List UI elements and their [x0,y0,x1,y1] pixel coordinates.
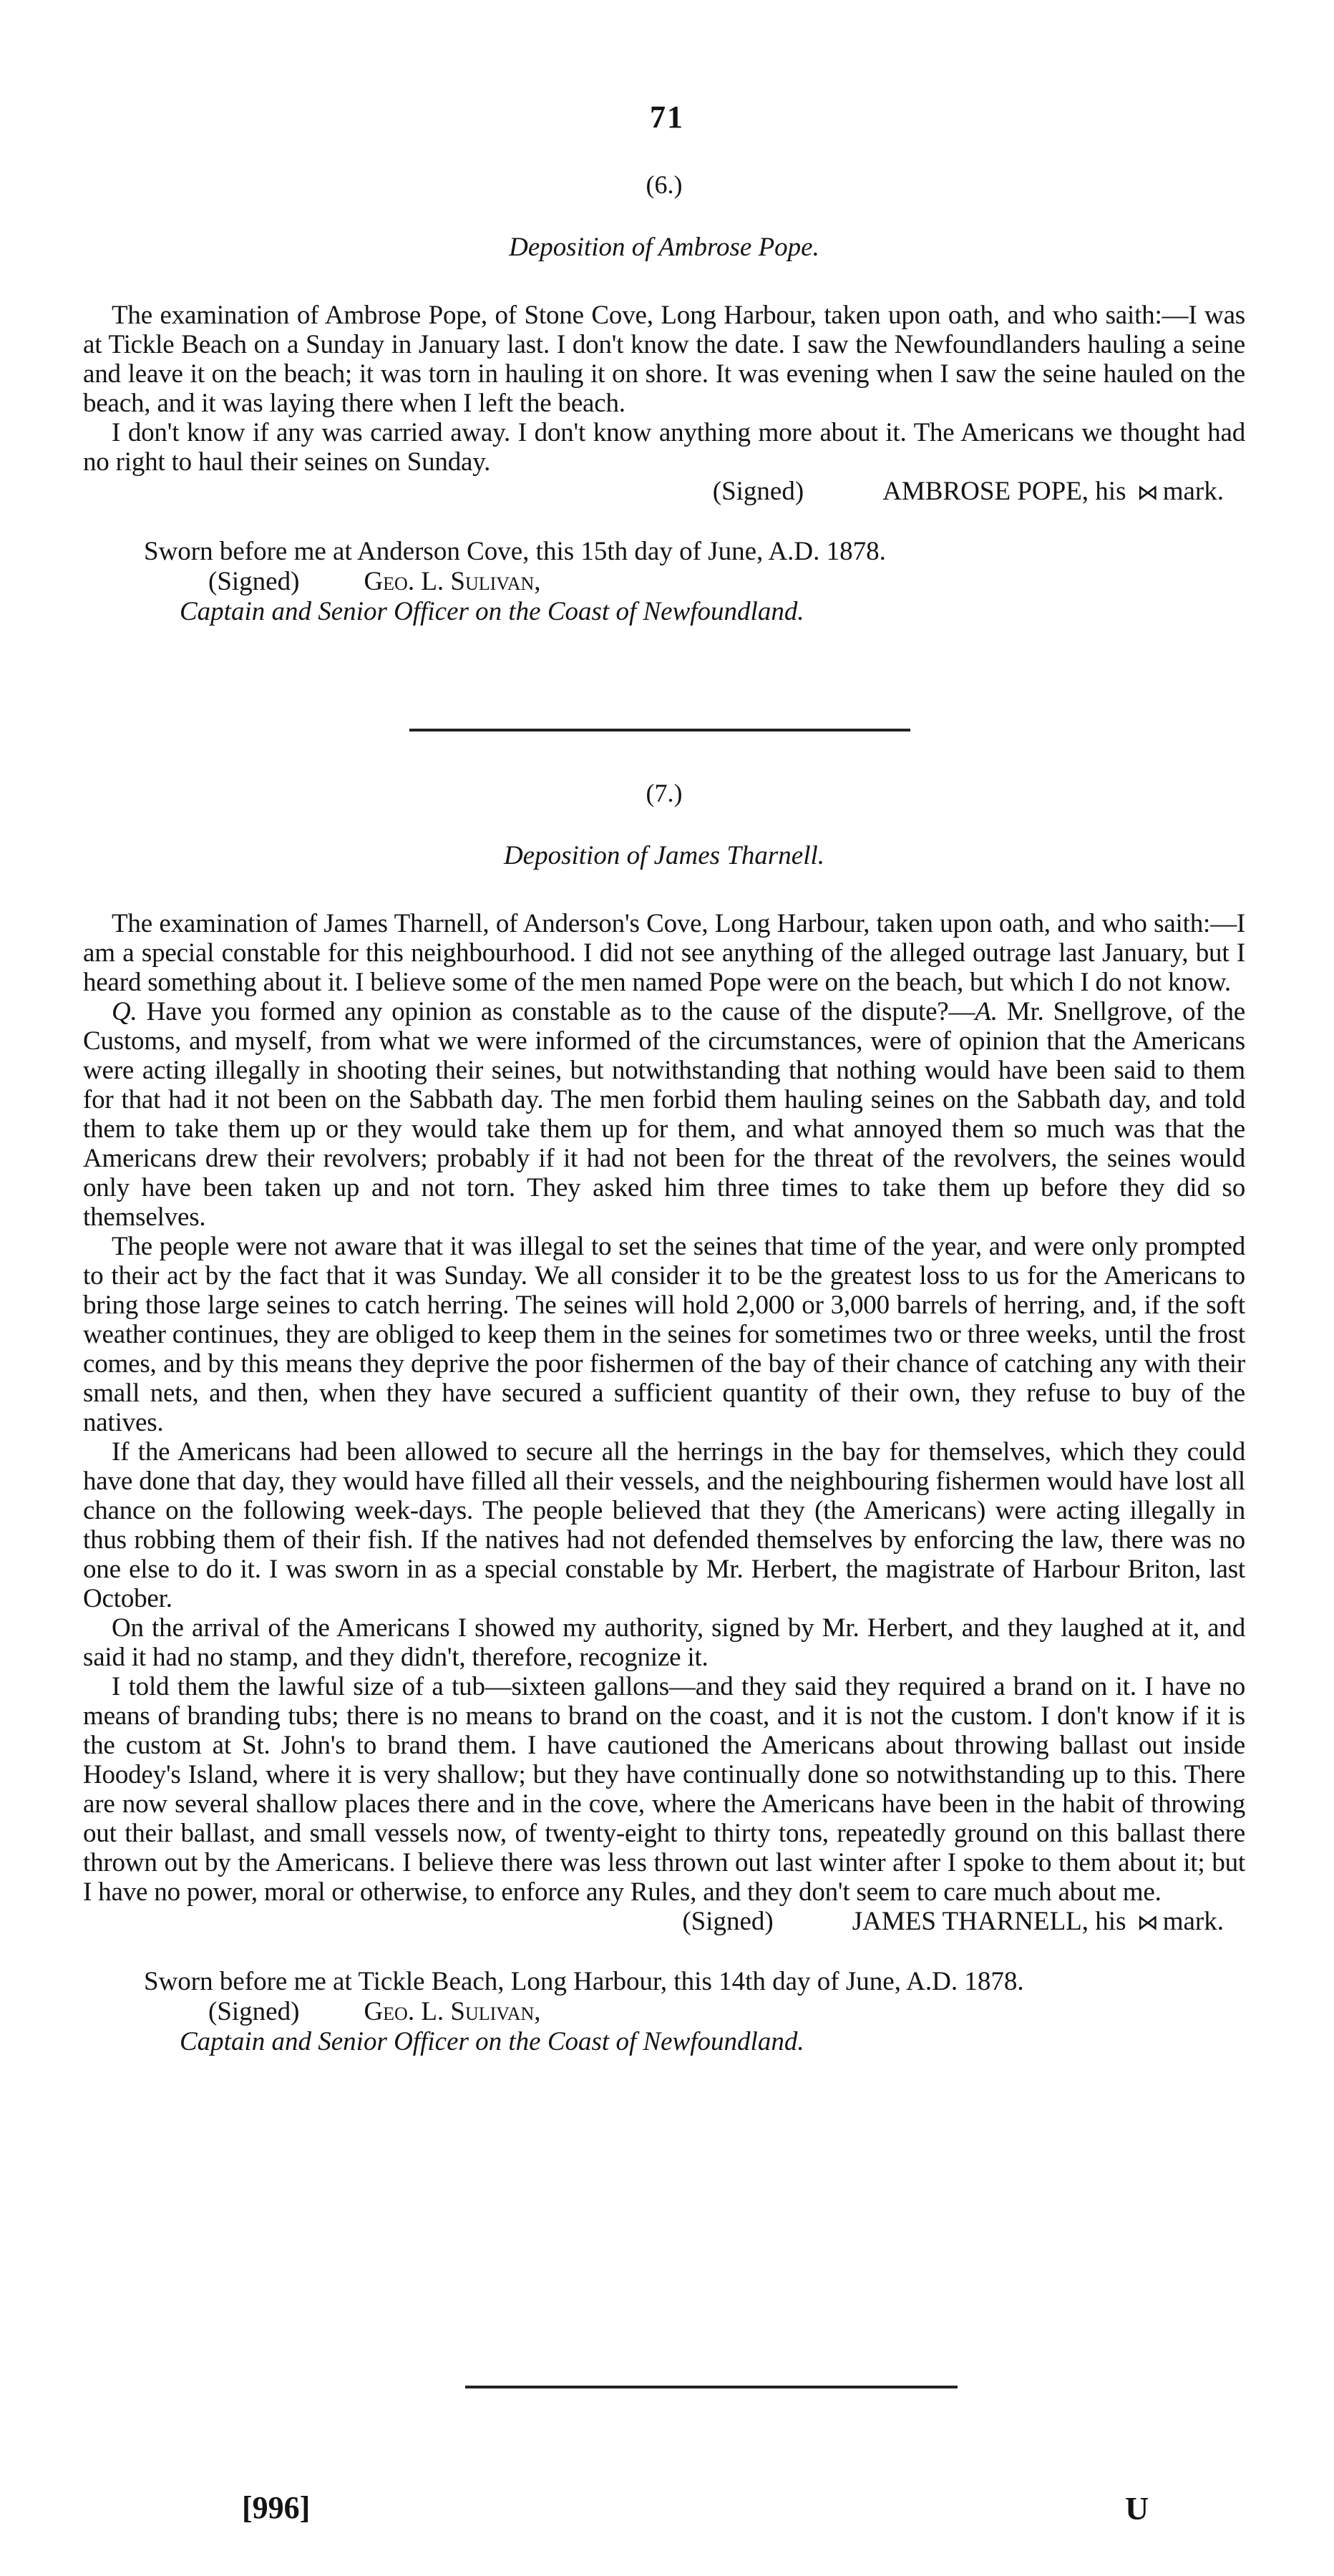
deposition-6-title: Deposition of Ambrose Pope. [509,233,819,262]
footer-signature-letter: U [1125,2490,1149,2527]
deposition-7 [83,777,1245,2057]
deposition-6-number: (6.) [646,170,683,199]
question-text: Have you formed any opinion as constable as to the cause of the dispute?— [146,997,975,1026]
signed-label: (Signed) [682,1907,774,1936]
footer-sheet-number: [996] [242,2490,311,2525]
deposition-7-sworn-signature [208,1997,1245,2027]
deposition-7-sworn-statement: Sworn before me at Tickle Beach, Long Harbour, this 14th day of June, A.D. 1878. [144,1967,1024,1996]
answer-label: A. [975,997,998,1026]
answer-text: Mr. Snellgrove, of the Customs, and myself, from what we were informed of the circumstances, were of opinion that the Americans were acting illegally in shooting their seines, but notwithstanding that nothing would have been said to them for that had it not been on the Sabbath day. The men forbid them hauling seines on the Sabbath day, and told them to take them up or they would take them up for them, and what annoyed them so much was that the Americans drew their revolvers; probably if it had not been for the threat of the revolvers, the seines would only have been taken up and not torn. They asked him three times to take them up before they did so themselves. [83,997,1245,1232]
deposition-6-sworn-signature [208,567,1245,597]
deposition-7-number: (7.) [646,779,683,807]
deposition-6 [83,169,1245,627]
deposition-6-officer-title: Captain and Senior Officer on the Coast of Newfoundland. [180,597,804,626]
section-divider [409,729,910,732]
deposition-7-paragraph-4: If the Americans had been allowed to secure all the herrings in the bay for themselves, which they could have done that day, they would have filled all their vessels, and the neighbouring fishermen would have lost all chance on the following week-days. The people believed that they (the Americans) were acting illegally in thus robbing them of their fish. If the natives had not defended themselves by enforcing the law, there was no one else to do it. I was sworn in as a special constable by Mr. Herbert, the magistrate of Harbour Briton, last October. [83,1437,1245,1613]
deposition-7-paragraph-5: On the arrival of the Americans I showed my authority, signed by Mr. Herbert, and they laughed at it, and said it had no stamp, and they didn't, therefore, recognize it. [83,1613,1245,1672]
deposition-6-paragraph-1: The examination of Ambrose Pope, of Stone Cove, Long Harbour, taken upon oath, and who saith:—I was at Tickle Beach on a Sunday in January last. I don't know the date. I saw the Newfoundlanders hauling a seine and leave it on the beach; it was torn in hauling it on shore. It was evening when I saw the seine hauled on the beach, and it was laying there when I left the beach. [83,301,1245,418]
cross-mark-icon: ⋈ [1136,1911,1159,1935]
signatory-name: JAMES THARNELL, his [852,1907,1126,1936]
cross-mark-icon: ⋈ [1136,481,1159,505]
signed-label: (Signed) [208,1997,300,2026]
deposition-7-paragraph-1: The examination of James Tharnell, of Anderson's Cove, Long Harbour, taken upon oath, and who saith:—I am a special constable for this neighbourhood. I did not see anything of the alleged outrage last January, but I heard something about it. I believe some of the men named Pope were on the beach, but which I do not know. [83,909,1245,997]
deposition-6-paragraph-2: I don't know if any was carried away. I don't know anything more about it. The Americans we thought had no right to haul their seines on Sunday. [83,418,1245,477]
mark-word: mark. [1162,1907,1224,1936]
deposition-7-signature-line [83,1907,1245,1938]
question-label: Q. [112,997,137,1026]
deposition-7-paragraph-6: I told them the lawful size of a tub—sixteen gallons—and they said they required a brand on it. I have no means of branding tubs; there is no means to brand on the coast, and it is not the custom. I don't know if it is the custom at St. John's to brand them. I have cautioned the Americans about throwing ballast out inside Hoodey's Island, where it is very shallow; but they have continually done so notwithstanding up to this. There are now several shallow places there and in the cove, where the Americans have been in the habit of throwing out their ballast, and small vessels now, of twenty-eight to thirty tons, repeatedly ground on this ballast there thrown out by the Americans. I believe there was less thrown out last winter after I spoke to them about it; but I have no power, moral or otherwise, to enforce any Rules, and they don't seem to care much about me. [83,1672,1245,1907]
deposition-6-sworn-statement: Sworn before me at Anderson Cove, this 15th day of June, A.D. 1878. [144,537,886,566]
signed-label: (Signed) [712,477,804,506]
officer-name: Geo. L. Sulivan, [364,1997,541,2026]
deposition-7-title: Deposition of James Tharnell. [503,841,825,870]
deposition-6-signature-line [83,477,1245,508]
page-number: 71 [650,99,684,135]
signed-label: (Signed) [208,567,300,596]
closing-divider [465,2386,958,2388]
deposition-7-paragraph-2 [83,997,1245,1232]
deposition-7-officer-title: Captain and Senior Officer on the Coast of Newfoundland. [180,2027,804,2056]
officer-name: Geo. L. Sulivan, [364,567,541,596]
mark-word: mark. [1162,477,1224,506]
deposition-7-paragraph-3: The people were not aware that it was illegal to set the seines that time of the year, and were only prompted to their act by the fact that it was Sunday. We all consider it to be the greatest loss to us for the Americans to bring those large seines to catch herring. The seines will hold 2,000 or 3,000 barrels of herring, and, if the soft weather continues, they are obliged to keep them in the seines for sometimes two or three weeks, until the frost comes, and by this means they deprive the poor fishermen of the bay of their chance of catching any with their small nets, and then, when they have secured a sufficient quantity of their own, they refuse to buy of the natives. [83,1232,1245,1437]
signatory-name: AMBROSE POPE, his [882,477,1126,506]
